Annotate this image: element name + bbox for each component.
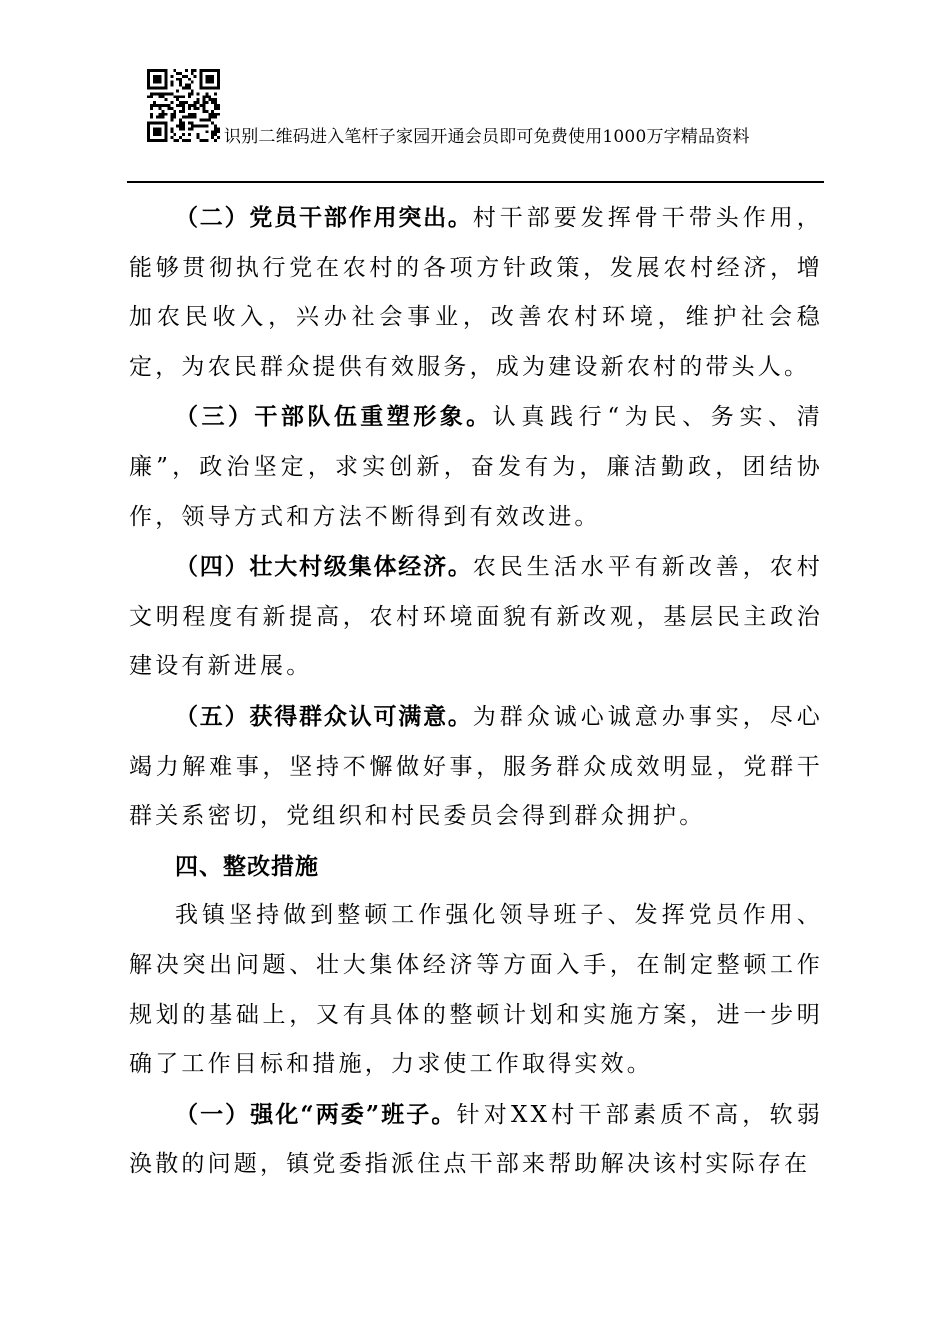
header-divider	[127, 181, 824, 183]
paragraph-text: 针对XX村干部素质不高，软弱涣散的问题，镇党委指派住点干部来帮助解决该村实际存在	[129, 1101, 823, 1178]
paragraph-lead: （二）党员干部作用突出。	[175, 204, 473, 231]
section-intro: 我镇坚持做到整顿工作强化领导班子、发挥党员作用、解决突出问题、壮大集体经济等方面入手，在制定整顿工作规划的基础上，又有具体的整顿计划和实施方案，进一步明确了工作目标和措施，力求使工作取得实效。	[129, 902, 823, 1078]
paragraph-lead: （四）壮大村级集体经济。	[175, 553, 473, 581]
paragraph-text: 村干部要发挥骨干带头作用，能够贯彻执行党在农村的各项方针政策，发展农村经济，增加农民收入，兴办社会事业，改善农村环境，维护社会稳定，为农民群众提供有效服务，成为建设新农村的带头人。	[129, 205, 823, 380]
document-body	[129, 193, 823, 1190]
paragraph-lead: （三）干部队伍重塑形象。	[175, 403, 493, 431]
paragraph-collective-economy	[129, 542, 823, 692]
paragraph-lead: （一）强化“两委”班子。	[175, 1100, 457, 1128]
paragraph-text: 农民生活水平有新改善，农村文明程度有新提高，农村环境面貌有新改观，基层民主政治建设有新进展。	[129, 554, 823, 680]
paragraph-text: 认真践行“为民、务实、清廉”，政治坚定，求实创新，奋发有为，廉洁勤政，团结协作，领导方式和方法不断得到有效改进。	[129, 404, 823, 530]
section-heading: 四、整改措施	[175, 852, 319, 880]
paragraph-party-cadres	[129, 193, 823, 392]
header-note: 识别二维码进入笔杆子家园开通会员即可免费使用1000万字精品资料	[224, 127, 750, 147]
paragraph-strengthen-committees	[129, 1090, 823, 1190]
paragraph-public-satisfaction	[129, 692, 823, 842]
qr-code-icon	[147, 69, 220, 142]
paragraph-cadre-team	[129, 392, 823, 542]
paragraph-lead: （五）获得群众认可满意。	[175, 702, 473, 730]
paragraph-text: 为群众诚心诚意办事实，尽心竭力解难事，坚持不懈做好事，服务群众成效明显，党群干群关系密切，党组织和村民委员会得到群众拥护。	[129, 703, 823, 830]
